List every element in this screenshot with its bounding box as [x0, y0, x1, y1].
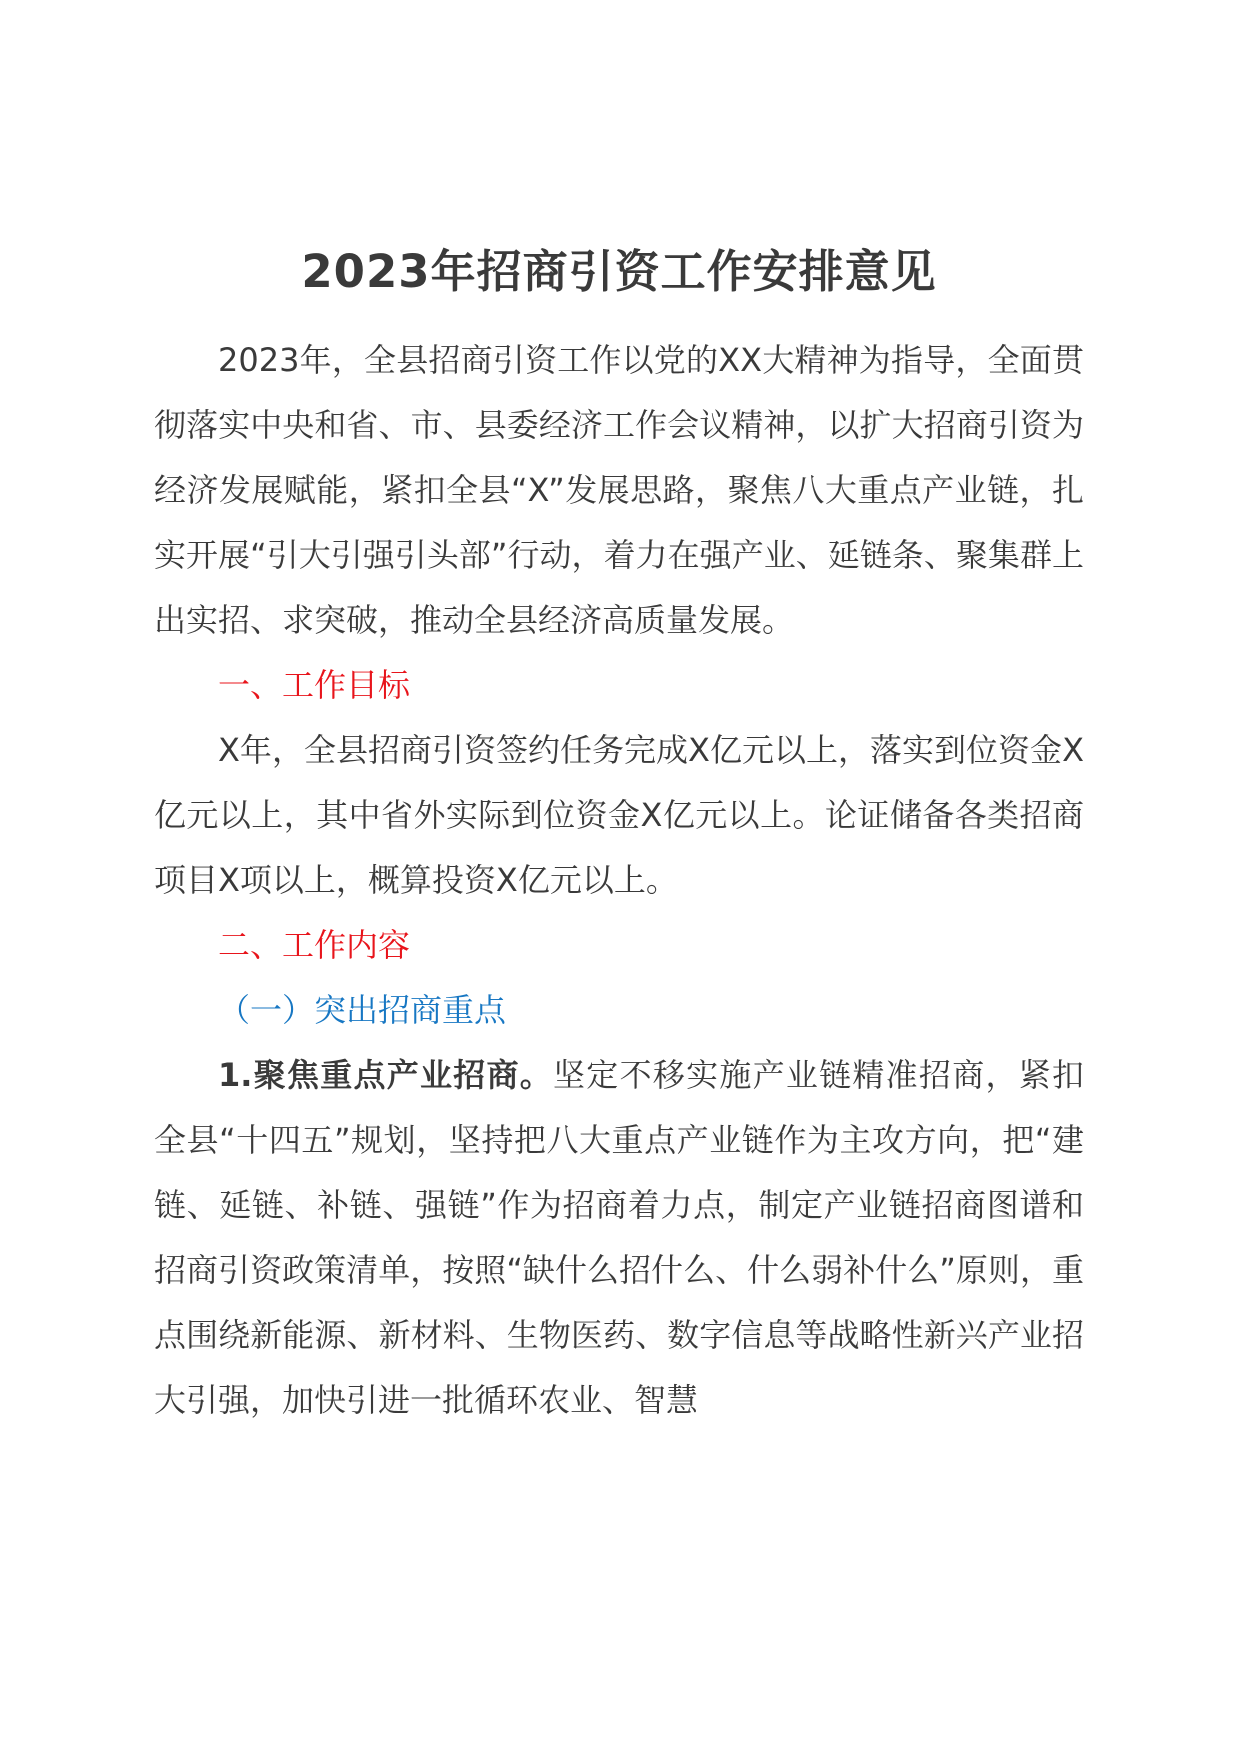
item-body-text: 坚定不移实施产业链精准招商，紧扣全县“十四五”规划，坚持把八大重点产业链作为主攻方向，把“建链、延链、补链、强链”作为招商着力点，制定产业链招商图谱和招商引资政策清单，按照“缺什么招什么、什么弱补什么”原则，重点围绕新能源、新材料、生物医药、数字信息等战略性新兴产业招大引强，加快引进一批循环农业、智慧: [154, 1056, 1084, 1419]
work-goals-paragraph: X年，全县招商引资签约任务完成X亿元以上，落实到位资金X亿元以上，其中省外实际到位资金X亿元以上。论证储备各类招商项目X项以上，概算投资X亿元以上。: [154, 731, 1084, 899]
section-heading-work-content: 二、工作内容: [218, 926, 411, 964]
document-title: 2023年招商引资工作安排意见: [301, 245, 937, 298]
intro-paragraph: 2023年，全县招商引资工作以党的XX大精神为指导，全面贯彻落实中央和省、市、县委经济工作会议精神，以扩大招商引资为经济发展赋能，紧扣全县“X”发展思路，聚焦八大重点产业链，扎实开展“引大引强引头部”行动，着力在强产业、延链条、聚集群上出实招、求突破，推动全县经济高质量发展。: [154, 341, 1084, 639]
document-body: [154, 240, 1084, 1433]
subsection-heading-investment-focus: （一）突出招商重点: [218, 991, 507, 1029]
item-paragraph: [154, 1043, 1084, 1433]
item-lead-text: 1.聚焦重点产业招商。: [218, 1056, 554, 1094]
section-heading-work-goals: 一、工作目标: [218, 666, 411, 704]
